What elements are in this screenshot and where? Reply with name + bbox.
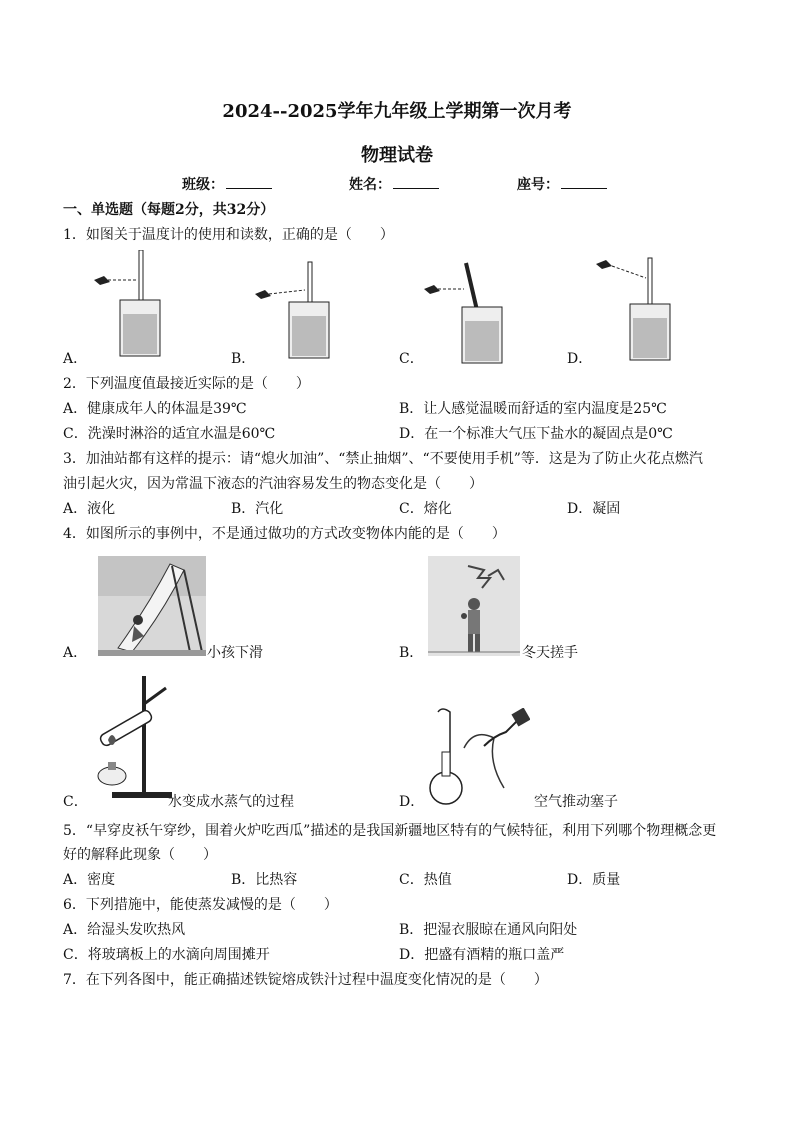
seat-blank[interactable] xyxy=(561,176,607,189)
q6-option-d[interactable]: D．把盛有酒精的瓶口盖严 xyxy=(399,947,565,963)
class-label: 班级： xyxy=(182,177,224,193)
q2-option-a[interactable]: A．健康成年人的体温是39℃ xyxy=(63,401,247,417)
q4-slide-image xyxy=(98,556,206,656)
q1-option-a[interactable]: A． xyxy=(63,351,88,367)
q1-option-c[interactable]: C． xyxy=(399,351,424,367)
q4-rub-hands-image xyxy=(428,556,520,656)
q2-option-c[interactable]: C．洗澡时淋浴的适宜水温是60℃ xyxy=(63,426,276,442)
q1-figure-d xyxy=(592,252,702,362)
q4-option-a[interactable]: A． xyxy=(63,645,88,661)
question-5-line2: 好的解释此现象（ ） xyxy=(63,847,217,863)
q3-option-d[interactable]: D．凝固 xyxy=(567,501,621,517)
class-field xyxy=(182,174,272,194)
q5-option-c[interactable]: C．热值 xyxy=(399,872,452,888)
question-5-line1: 5．“早穿皮袄午穿纱，围着火炉吃西瓜”描述的是我国新疆地区特有的气候特征，利用下列哪个物理概念更 xyxy=(63,823,717,839)
q5-option-b[interactable]: B．比热容 xyxy=(231,872,298,888)
exam-subtitle: 物理试卷 xyxy=(361,145,433,166)
class-blank[interactable] xyxy=(226,176,272,189)
q5-option-a[interactable]: A．密度 xyxy=(63,872,116,888)
section-heading: 一、单选题（每题2分，共32分） xyxy=(63,202,275,218)
seat-field xyxy=(517,174,607,194)
q1-option-d[interactable]: D． xyxy=(567,351,593,367)
q1-figure-a xyxy=(86,250,196,360)
q3-option-b[interactable]: B．汽化 xyxy=(231,501,284,517)
q4-caption-a: 小孩下滑 xyxy=(207,645,263,661)
q5-option-d[interactable]: D．质量 xyxy=(567,872,621,888)
q4-caption-b: 冬天搓手 xyxy=(522,645,578,661)
question-1: 1．如图关于温度计的使用和读数，正确的是（ ） xyxy=(63,227,394,243)
q4-caption-d: 空气推动塞子 xyxy=(534,794,618,810)
q3-option-c[interactable]: C．熔化 xyxy=(399,501,452,517)
exam-title: 2024--2025学年九年级上学期第一次月考 xyxy=(222,101,572,122)
q4-option-c[interactable]: C． xyxy=(63,794,88,810)
q4-heating-image xyxy=(92,676,176,802)
name-label: 姓名： xyxy=(349,177,391,193)
question-6: 6．下列措施中，能使蒸发减慢的是（ ） xyxy=(63,897,338,913)
q1-figure-b xyxy=(253,250,363,360)
q1-option-b[interactable]: B． xyxy=(231,351,256,367)
q4-caption-c: 水变成水蒸气的过程 xyxy=(168,794,294,810)
q2-option-b[interactable]: B．让人感觉温暖而舒适的室内温度是25℃ xyxy=(399,401,667,417)
name-blank[interactable] xyxy=(393,176,439,189)
q3-option-a[interactable]: A．液化 xyxy=(63,501,116,517)
q1-figure-c xyxy=(420,255,530,365)
question-4: 4．如图所示的事例中，不是通过做功的方式改变物体内能的是（ ） xyxy=(63,526,506,542)
name-field xyxy=(349,174,439,194)
question-3-line2: 油引起火灾，因为常温下液态的汽油容易发生的物态变化是（ ） xyxy=(63,476,483,492)
q6-option-a[interactable]: A．给湿头发吹热风 xyxy=(63,922,186,938)
q6-option-c[interactable]: C．将玻璃板上的水滴向周围摊开 xyxy=(63,947,270,963)
q2-option-d[interactable]: D．在一个标准大气压下盐水的凝固点是0℃ xyxy=(399,426,673,442)
question-7: 7．在下列各图中，能正确描述铁锭熔成铁汁过程中温度变化情况的是（ ） xyxy=(63,972,548,988)
seat-label: 座号： xyxy=(517,177,559,193)
q4-option-b[interactable]: B． xyxy=(399,645,424,661)
question-3-line1: 3．加油站都有这样的提示：请“熄火加油”、“禁止抽烟”、“不要使用手机”等．这是为了防止火花点燃汽 xyxy=(63,451,703,467)
q4-cork-image xyxy=(424,708,530,808)
question-2: 2．下列温度值最接近实际的是（ ） xyxy=(63,376,310,392)
q6-option-b[interactable]: B．把湿衣服晾在通风向阳处 xyxy=(399,922,578,938)
q4-option-d[interactable]: D． xyxy=(399,794,425,810)
